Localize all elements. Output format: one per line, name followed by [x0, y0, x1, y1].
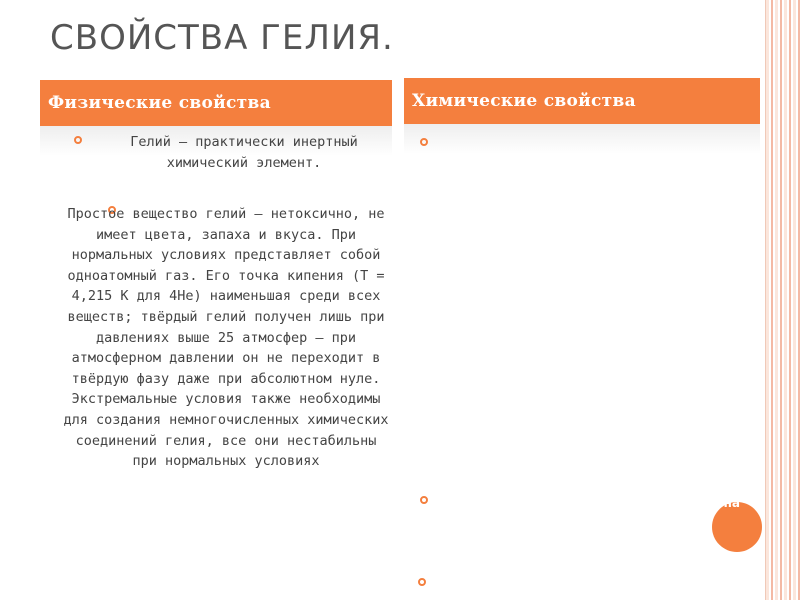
physical-properties-header: Физические свойства [40, 80, 392, 126]
bullet-icon [418, 578, 426, 586]
decorative-side-stripe [765, 0, 800, 600]
column-shade [404, 124, 760, 154]
slide-title: СВОЙСТВА ГЕЛИЯ. [50, 18, 394, 58]
bullet-icon [74, 136, 82, 144]
chemical-properties-header: Химические свойства [404, 78, 760, 124]
overflow-text: вна [716, 496, 740, 510]
bullet-icon [420, 138, 428, 146]
physical-bullet-2: Простое вещество гелий — нетоксично, не имеет цвета, запаха и вкуса. При нормальных условиях представляет собой одноатомный газ. Его точка кипения (T = 4,215 K для 4He) наименьшая среди всех веществ; твёрдый гелий получен лишь при давлениях выше 25 атмосфер — при атмосферном давлении он не переходит в твёрдую фазу даже при абсолютном нуле. Экстремальные условия также необходимы для создания немногочисленных химических соединений гелия, все они нестабильны при нормальных условиях [63, 206, 389, 470]
physical-bullet-1: Гелий — практически инертный химический элемент. [130, 134, 358, 171]
bullet-icon [420, 496, 428, 504]
